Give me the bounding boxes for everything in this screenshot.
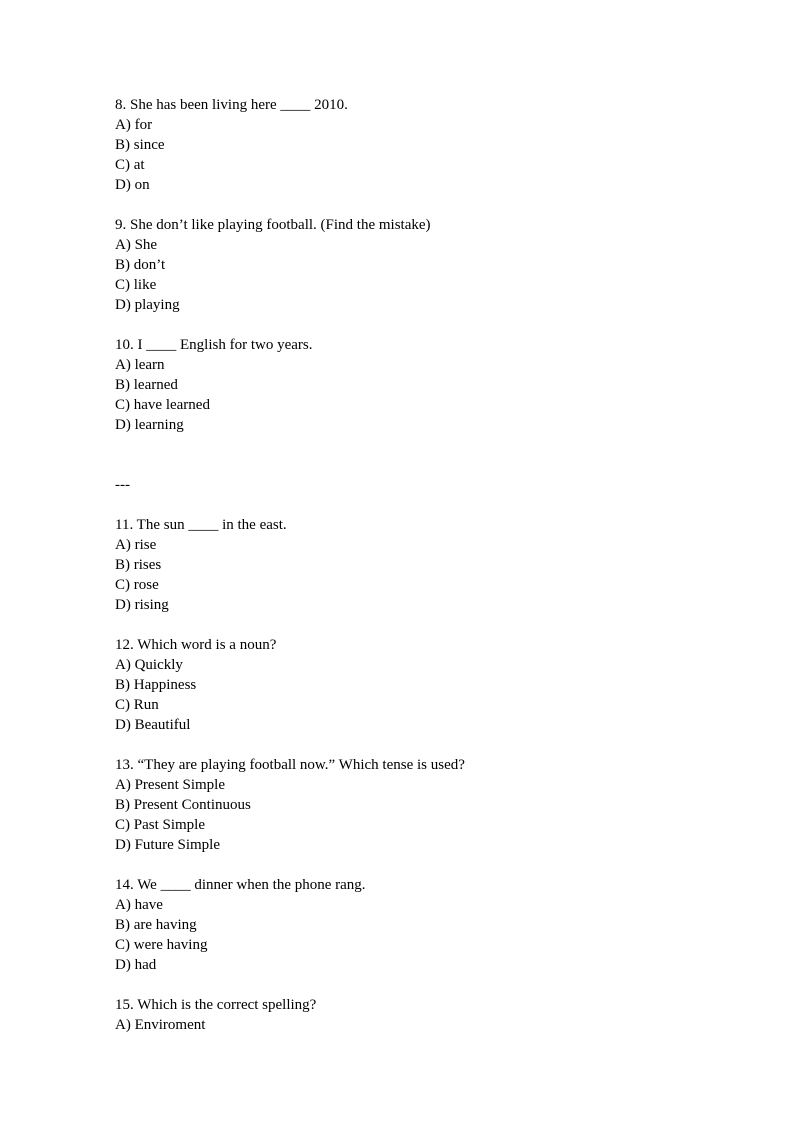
answer-option: C) have learned	[115, 397, 210, 413]
question-text: 15. Which is the correct spelling?	[115, 997, 317, 1013]
spacer	[115, 615, 715, 635]
question-text: 11. The sun ____ in the east.	[115, 517, 287, 533]
answer-option: D) on	[115, 177, 150, 193]
answer-option: D) Future Simple	[115, 837, 220, 853]
spacer	[115, 435, 715, 475]
spacer	[115, 735, 715, 755]
question-block	[115, 95, 715, 195]
question-block	[115, 215, 715, 315]
answer-option: C) Run	[115, 697, 159, 713]
question-block	[115, 635, 715, 735]
spacer	[115, 195, 715, 215]
answer-option: B) rises	[115, 557, 162, 573]
answer-option: C) Past Simple	[115, 817, 206, 833]
answer-option: D) rising	[115, 597, 169, 613]
answer-option: A) Quickly	[115, 657, 183, 673]
answer-option: D) had	[115, 957, 157, 973]
answer-option: D) playing	[115, 297, 180, 313]
spacer	[115, 495, 715, 515]
answer-option: D) Beautiful	[115, 717, 191, 733]
answer-option: B) since	[115, 137, 165, 153]
answer-option: A) have	[115, 897, 163, 913]
answer-option: B) are having	[115, 917, 197, 933]
question-block	[115, 515, 715, 615]
answer-option: C) were having	[115, 937, 208, 953]
answer-option: C) at	[115, 157, 145, 173]
question-block	[115, 995, 715, 1035]
question-text: 9. She don’t like playing football. (Find the mistake)	[115, 217, 431, 233]
question-block	[115, 875, 715, 975]
answer-option: B) Present Continuous	[115, 797, 251, 813]
answer-option: B) Happiness	[115, 677, 197, 693]
spacer	[115, 975, 715, 995]
answer-option: C) rose	[115, 577, 159, 593]
answer-option: A) Enviroment	[115, 1017, 206, 1033]
question-text: 14. We ____ dinner when the phone rang.	[115, 877, 366, 893]
answer-option: D) learning	[115, 417, 184, 433]
answer-option: A) Present Simple	[115, 777, 225, 793]
question-block	[115, 335, 715, 435]
answer-option: C) like	[115, 277, 157, 293]
question-block	[115, 755, 715, 855]
answer-option: B) don’t	[115, 257, 166, 273]
answer-option: A) learn	[115, 357, 165, 373]
answer-option: A) She	[115, 237, 158, 253]
spacer	[115, 855, 715, 875]
question-text: 12. Which word is a noun?	[115, 637, 277, 653]
question-text: 8. She has been living here ____ 2010.	[115, 97, 348, 113]
question-text: 13. “They are playing football now.” Which tense is used?	[115, 757, 465, 773]
spacer	[115, 315, 715, 335]
section-separator: ---	[115, 477, 130, 493]
answer-option: A) rise	[115, 537, 157, 553]
question-text: 10. I ____ English for two years.	[115, 337, 313, 353]
quiz-content	[115, 95, 715, 1035]
answer-option: A) for	[115, 117, 153, 133]
answer-option: B) learned	[115, 377, 178, 393]
